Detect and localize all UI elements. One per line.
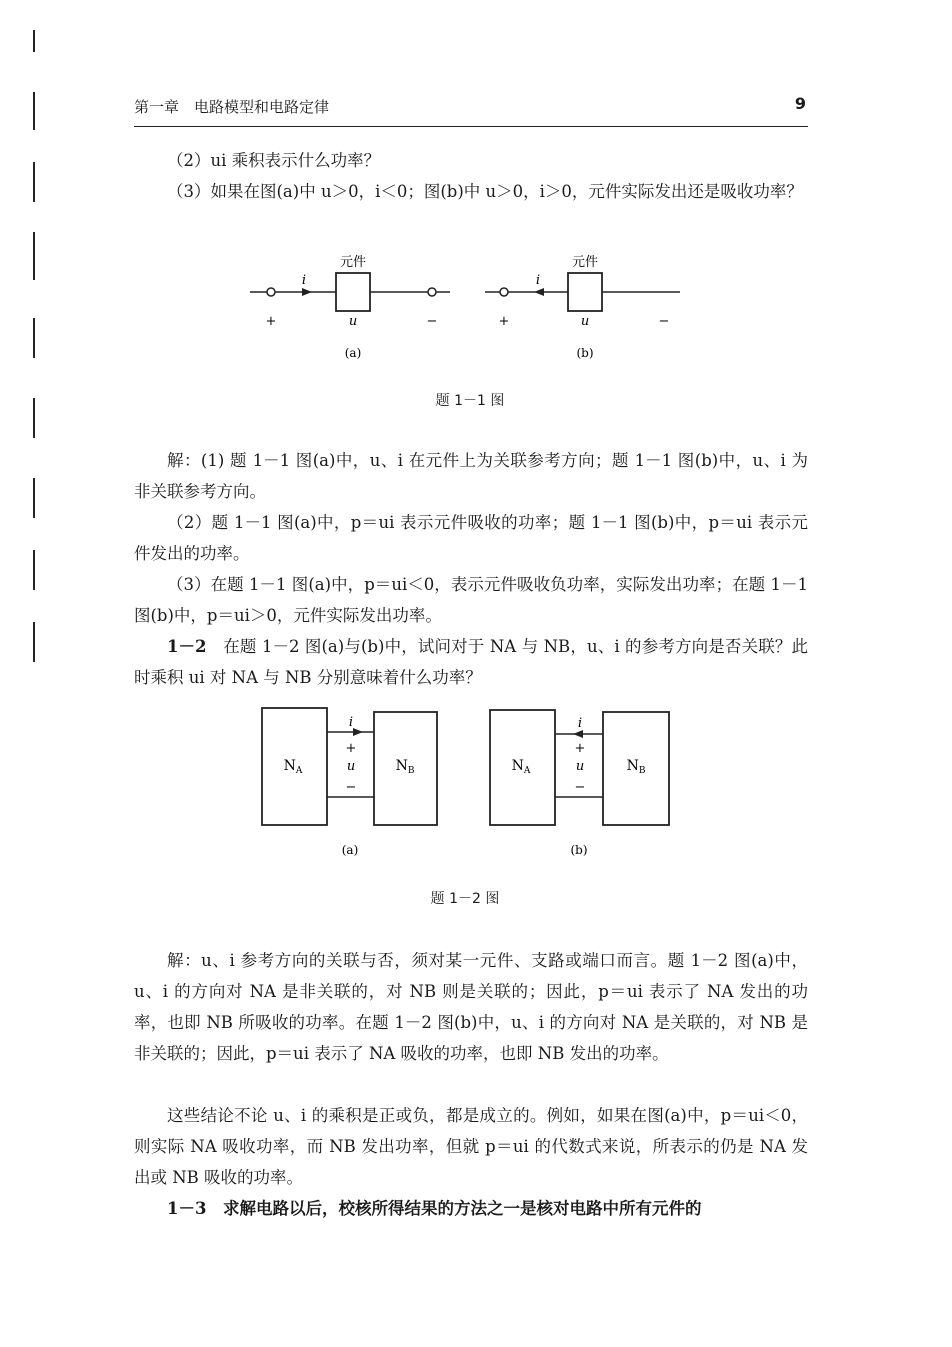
scan-edge-mark xyxy=(33,622,35,662)
problem-text: 求解电路以后，校核所得结果的方法之一是核对电路中所有元件的 xyxy=(222,1199,702,1218)
element-label: 元件 xyxy=(571,255,599,270)
figure-1-2-caption: 题 1－2 图 xyxy=(430,891,500,907)
scan-edge-mark xyxy=(33,92,35,130)
current-label: i xyxy=(535,273,541,288)
figure-1-1-caption: 题 1－1 图 xyxy=(435,393,505,409)
solution-1-part-2: （2）题 1－1 图(a)中，p＝ui 表示元件吸收的功率；题 1－1 图(b)中，p＝ui 表示元件发出的功率。 xyxy=(134,513,808,563)
scan-edge-mark xyxy=(33,232,35,280)
plus-sign: + xyxy=(574,741,586,756)
page-number: 9 xyxy=(794,94,806,113)
subfigure-label: (a) xyxy=(344,346,362,360)
current-label: i xyxy=(348,715,354,730)
voltage-label: u xyxy=(580,314,590,329)
network-b-label: $N_B$ xyxy=(626,758,646,776)
scan-edge-mark xyxy=(33,30,35,52)
solution-1-part-3: （3）在题 1－1 图(a)中，p＝ui＜0，表示元件吸收负功率，实际发出功率；在题 1－1 图(b)中，p＝ui＞0，元件实际发出功率。 xyxy=(134,575,808,625)
scan-edge-mark xyxy=(33,318,35,358)
element-label: 元件 xyxy=(339,255,367,270)
problem-number: 1－2 xyxy=(167,637,207,656)
figure-1-1-b xyxy=(485,255,680,360)
chapter-title: 第一章 电路模型和电路定律 xyxy=(134,98,330,116)
voltage-label: u xyxy=(575,759,585,774)
plus-sign: + xyxy=(498,314,510,329)
question-2: （2）ui 乘积表示什么功率？ xyxy=(167,151,381,170)
figure-1-2-b xyxy=(490,710,669,857)
current-label: i xyxy=(577,716,583,731)
minus-sign: − xyxy=(426,314,438,329)
scan-edge-mark xyxy=(33,478,35,518)
minus-sign: − xyxy=(574,780,586,795)
figure-1-2-a xyxy=(262,708,437,857)
running-header xyxy=(134,92,808,127)
scan-edge-mark xyxy=(33,398,35,438)
solution-2-part-2: 这些结论不论 u、i 的乘积是正或负，都是成立的。例如，如果在图(a)中，p＝ui＜0，则实际 NA 吸收功率，而 NB 发出功率，但就 p＝ui 的代数式来说，所表示的仍是 NA 发出或 NB 吸收的功率。 xyxy=(134,1106,808,1187)
subfigure-label: (b) xyxy=(576,346,594,360)
scan-edge-mark xyxy=(33,162,35,202)
figure-1-1-a xyxy=(250,255,450,360)
plus-sign: + xyxy=(265,314,277,329)
network-a-label: $N_A$ xyxy=(283,758,303,776)
solution-2-part-1: 解：u、i 参考方向的关联与否，须对某一元件、支路或端口而言。题 1－2 图(a)中，u、i 的方向对 NA 是非关联的，对 NB 则是关联的；因此，p＝ui 表示了 NA 发出的功率，也即 NB 所吸收的功率。在题 1－2 图(b)中，u、i 的方向对 NA 是关联的，对 NB 是非关联的；因此，p＝ui 表示了 NA 吸收的功率，也即 NB 发出的功率。 xyxy=(134,951,808,1063)
scan-edge-mark xyxy=(33,550,35,590)
problem-1-3 xyxy=(134,1193,808,1224)
solution-1-part-1: 解：(1) 题 1－1 图(a)中，u、i 在元件上为关联参考方向；题 1－1 图(b)中，u、i 为非关联参考方向。 xyxy=(134,451,808,501)
network-a-label: $N_A$ xyxy=(511,758,531,776)
minus-sign: − xyxy=(345,780,357,795)
figure-1-2 xyxy=(250,700,690,870)
figure-1-1 xyxy=(240,245,700,370)
minus-sign: − xyxy=(658,314,670,329)
voltage-label: u xyxy=(346,759,356,774)
voltage-label: u xyxy=(348,314,358,329)
subfigure-label: (a) xyxy=(341,843,359,857)
subfigure-label: (b) xyxy=(570,843,588,857)
network-b-label: $N_B$ xyxy=(395,758,415,776)
question-3: （3）如果在图(a)中 u＞0，i＜0；图(b)中 u＞0，i＞0，元件实际发出还是吸收功率？ xyxy=(167,182,803,201)
plus-sign: + xyxy=(345,741,357,756)
problem-1-2 xyxy=(134,631,808,693)
problem-text: 在题 1－2 图(a)与(b)中，试问对于 NA 与 NB，u、i 的参考方向是否关联？此时乘积 ui 对 NA 与 NB 分别意味着什么功率？ xyxy=(134,637,809,687)
current-label: i xyxy=(301,273,307,288)
problem-number: 1－3 xyxy=(167,1199,207,1218)
